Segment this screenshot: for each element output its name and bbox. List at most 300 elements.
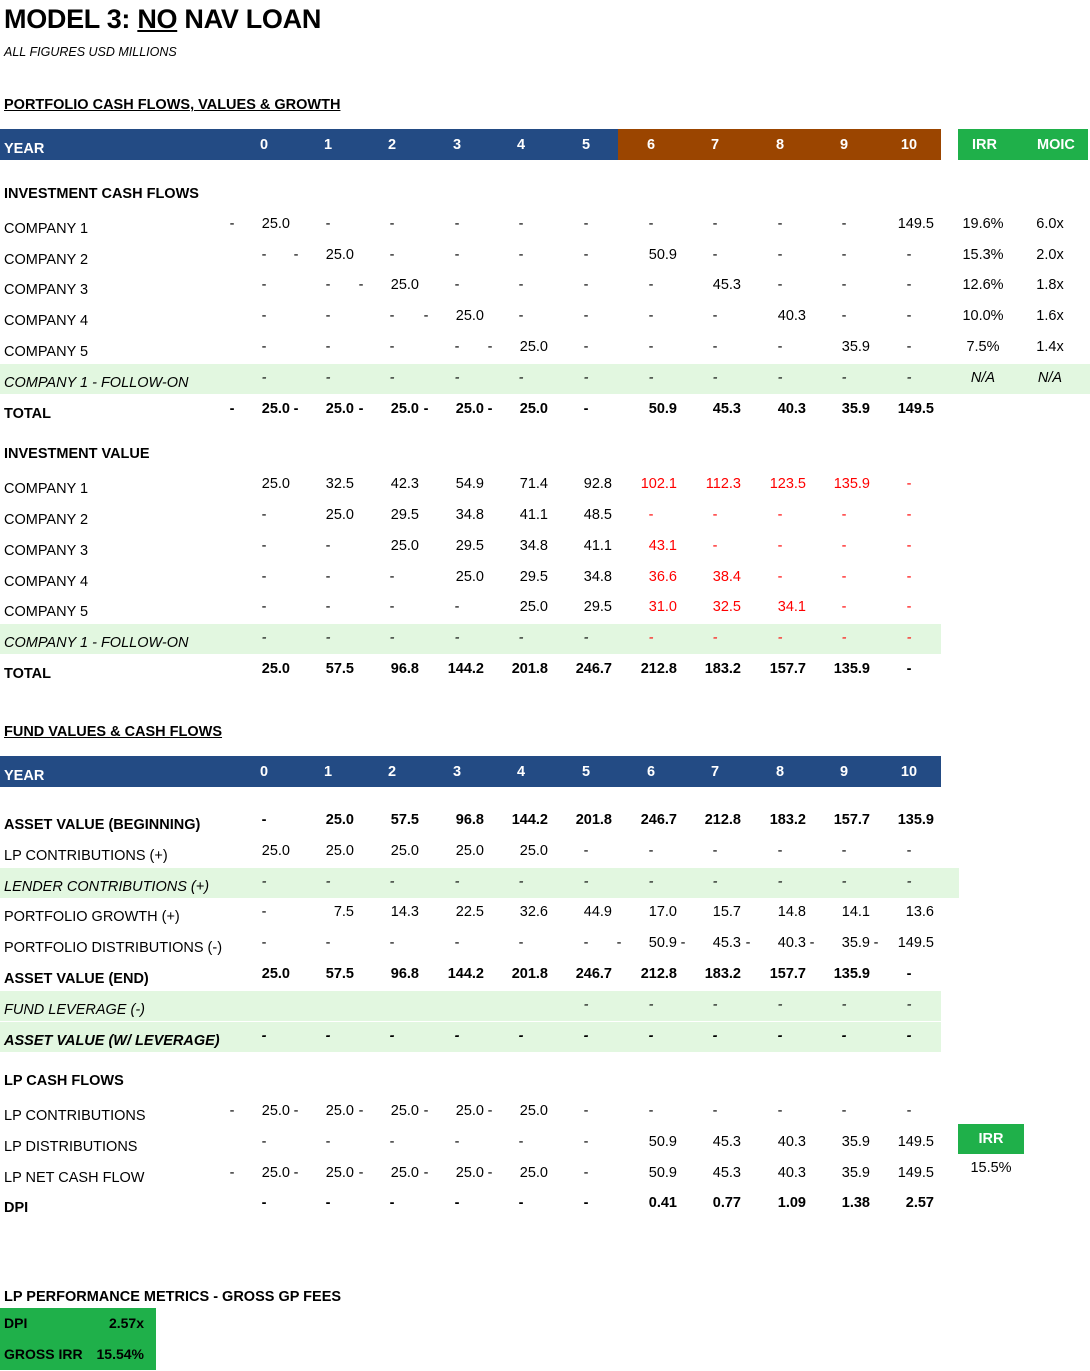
lp-row [0,1189,1090,1219]
cashflow-row [0,302,1090,332]
cell-year-7: 38.4 [712,569,741,585]
cell-year-6: 17.0 [648,904,677,920]
cell-year-6: - [648,1103,654,1119]
cell-year-2: 25.0 [390,401,419,417]
cell-year-8: 40.3 [777,1134,806,1150]
cell-year-9: - [841,874,847,890]
cell-year-7: - [712,247,718,263]
cell-year-6: 43.1 [648,538,677,554]
cell-year-0: - [261,812,267,828]
cell-year-0: - [261,1028,267,1044]
cell-year-7: - [712,308,718,324]
cell-year-4: 32.6 [519,904,548,920]
cell-year-7: - [712,997,718,1013]
fund-row [0,868,1090,898]
cell-year-4: 25.0 [519,1165,548,1181]
cell-year-1: - [325,277,331,293]
cell-year-3: 25.0 [455,308,484,324]
cell-year-10: - [906,997,912,1013]
fund-row [0,960,1090,990]
lp-row [0,1097,1090,1127]
cell-year-4: 71.4 [519,476,548,492]
moic-cell: 1.6x [1036,308,1064,324]
cell-year-10: - [906,966,912,982]
fund-row [0,929,1090,959]
cell-year-2: - [389,339,395,355]
cell-year-1: 57.5 [325,966,354,982]
cell-year-9: - [841,216,847,232]
row-label: COMPANY 3 [4,543,89,559]
cell-year-5: 41.1 [583,538,612,554]
cell-year-1: - [325,1134,331,1150]
cell-year-4: - [518,216,524,232]
cell-year-1: 25.0 [325,401,354,417]
cell-year-2: - [389,308,395,324]
year-1: 1 [323,764,333,780]
year-2: 2 [387,764,397,780]
cell-year-7: - [712,1028,718,1044]
cell-year-9: 35.9 [841,339,870,355]
cell-year-4: - [518,370,524,386]
year-6: 6 [646,764,656,780]
group-heading-cashflows: INVESTMENT CASH FLOWS [4,186,199,202]
cell-year-5: - [583,1165,589,1181]
cell-year-10: 149.5 [897,216,934,232]
cell-year-9: - [841,277,847,293]
cell-year-6: 31.0 [648,599,677,615]
row-label: ASSET VALUE (END) [4,971,149,987]
lp-row [0,1159,1090,1189]
cell-year-6: 50.9 [648,1165,677,1181]
cell-year-10: - [906,507,912,523]
cell-year-3: - [454,216,460,232]
negative-sign: - [745,935,751,951]
cell-year-5: 34.8 [583,569,612,585]
cell-year-8: 183.2 [769,812,806,828]
cell-year-7: - [712,1103,718,1119]
cell-year-3: - [454,339,460,355]
negative-sign: - [293,1103,299,1119]
cell-year-10: 149.5 [897,1134,934,1150]
cell-year-4: - [518,630,524,646]
cell-year-5: - [583,216,589,232]
cell-year-6: 50.9 [648,401,677,417]
cell-year-9: - [841,569,847,585]
page-subtitle: ALL FIGURES USD MILLIONS [4,45,177,59]
cell-year-1: 25.0 [325,247,354,263]
cell-year-2: - [389,247,395,263]
cell-year-2: - [389,874,395,890]
negative-sign: - [358,1165,364,1181]
cell-year-5: - [583,247,589,263]
cell-year-1: - [325,339,331,355]
row-label: COMPANY 1 - FOLLOW-ON [4,635,189,651]
cell-year-5: - [583,1103,589,1119]
cell-year-4: 41.1 [519,507,548,523]
cell-year-6: - [648,874,654,890]
year-1: 1 [323,137,333,153]
cell-year-7: - [712,216,718,232]
cell-year-2: 25.0 [390,1165,419,1181]
cell-year-1: - [325,370,331,386]
cell-year-10: - [906,1103,912,1119]
cell-year-1: - [325,935,331,951]
lp-irr-label-box: IRR [958,1124,1024,1154]
cell-year-6: 0.41 [648,1195,677,1211]
cell-year-7: 183.2 [704,966,741,982]
cell-year-10: 149.5 [897,935,934,951]
header-year-label: YEAR [4,141,45,157]
cell-year-3: 96.8 [455,812,484,828]
cell-year-6: 50.9 [648,247,677,263]
cell-year-5: - [583,339,589,355]
cell-year-4: 29.5 [519,569,548,585]
row-label: LP CONTRIBUTIONS [4,1108,146,1124]
cell-year-10: - [906,247,912,263]
cell-year-6: - [648,308,654,324]
cell-year-3: 54.9 [455,476,484,492]
cell-year-8: - [777,874,783,890]
cashflow-row [0,333,1090,363]
cell-year-10: - [906,630,912,646]
cell-year-8: 40.3 [777,308,806,324]
cell-year-10: 13.6 [905,904,934,920]
cell-year-1: - [325,1028,331,1044]
cell-year-3: - [454,277,460,293]
cell-year-9: - [841,370,847,386]
cell-year-4: - [518,308,524,324]
negative-sign: - [616,935,622,951]
cell-year-2: 42.3 [390,476,419,492]
cell-year-8: 1.09 [777,1195,806,1211]
cell-year-8: - [777,339,783,355]
row-label: COMPANY 1 - FOLLOW-ON [4,375,189,391]
cell-year-1: - [325,569,331,585]
negative-sign: - [293,401,299,417]
cell-year-8: - [777,630,783,646]
cell-year-3: 29.5 [455,538,484,554]
negative-sign: - [358,277,364,293]
value-row [0,593,1090,623]
row-label: DPI [4,1200,29,1216]
year-7: 7 [710,137,720,153]
cell-year-7: 45.3 [712,277,741,293]
value-row [0,563,1090,593]
cell-year-4: 34.8 [519,538,548,554]
cell-year-5: 246.7 [575,661,612,677]
cashflow-total-row [0,395,1090,425]
moic-cell: 6.0x [1036,216,1064,232]
cell-year-8: 40.3 [777,401,806,417]
cell-year-2: 96.8 [390,966,419,982]
row-label: COMPANY 4 [4,574,89,590]
cell-year-0: - [261,507,267,523]
cashflow-row [0,210,1090,240]
cell-year-8: - [777,1028,783,1044]
cell-year-7: 15.7 [712,904,741,920]
lp-row [0,1128,1090,1158]
negative-sign: - [229,216,235,232]
year-4: 4 [516,137,526,153]
cell-year-8: 34.1 [777,599,806,615]
cell-year-3: - [454,1195,460,1211]
cell-year-10: - [906,277,912,293]
cell-year-5: 29.5 [583,599,612,615]
cell-year-1: 32.5 [325,476,354,492]
cell-year-2: 25.0 [390,843,419,859]
cell-year-10: 135.9 [897,812,934,828]
cell-year-3: 34.8 [455,507,484,523]
value-row [0,624,1090,654]
cell-year-7: - [712,370,718,386]
cell-year-9: 135.9 [833,476,870,492]
negative-sign: - [487,401,493,417]
row-label: PORTFOLIO GROWTH (+) [4,909,180,925]
cell-year-10: - [906,661,912,677]
cell-year-7: - [712,874,718,890]
header-year-label: YEAR [4,768,45,784]
row-label: TOTAL [4,406,51,422]
metrics-heading: LP PERFORMANCE METRICS - GROSS GP FEES [4,1289,342,1305]
row-label: COMPANY 5 [4,344,89,360]
cell-year-6: - [648,216,654,232]
cell-year-8: - [777,216,783,232]
cell-year-1: 25.0 [325,1165,354,1181]
cell-year-3: 25.0 [455,401,484,417]
cell-year-10: 149.5 [897,1165,934,1181]
irr-cell: 19.6% [962,216,1004,232]
cashflow-row [0,271,1090,301]
cell-year-1: 7.5 [333,904,354,920]
cell-year-0: - [261,247,267,263]
cell-year-0: - [261,308,267,324]
year-9: 9 [839,137,849,153]
cell-year-7: 45.3 [712,1165,741,1181]
cell-year-8: - [777,843,783,859]
negative-sign: - [423,401,429,417]
cell-year-3: - [454,630,460,646]
cell-year-4: - [518,247,524,263]
cell-year-1: - [325,630,331,646]
cell-year-6: - [648,630,654,646]
row-label: COMPANY 2 [4,252,89,268]
cell-year-2: 14.3 [390,904,419,920]
cell-year-8: - [777,569,783,585]
irr-cell: 10.0% [962,308,1004,324]
irr-cell: N/A [970,370,996,386]
cell-year-1: - [325,1195,331,1211]
cell-year-5: - [583,401,589,417]
cell-year-3: - [454,935,460,951]
cell-year-9: 35.9 [841,1165,870,1181]
negative-sign: - [487,1165,493,1181]
section-heading-portfolio: PORTFOLIO CASH FLOWS, VALUES & GROWTH [4,97,341,113]
cell-year-4: 25.0 [519,843,548,859]
cell-year-5: - [583,630,589,646]
cell-year-4: - [518,1195,524,1211]
cell-year-2: - [389,216,395,232]
page-title: MODEL 3: NO NAV LOAN [4,4,322,34]
value-row [0,532,1090,562]
cell-year-2: 25.0 [390,538,419,554]
cell-year-6: 212.8 [640,966,677,982]
cell-year-0: - [261,1134,267,1150]
year-2: 2 [387,137,397,153]
cell-year-6: 102.1 [640,476,677,492]
moic-cell: 1.8x [1036,277,1064,293]
cell-year-6: - [648,370,654,386]
cell-year-0: - [261,599,267,615]
cell-year-9: - [841,1028,847,1044]
cell-year-1: 25.0 [325,1103,354,1119]
cell-year-1: 57.5 [325,661,354,677]
cell-year-3: - [454,247,460,263]
cell-year-0: 25.0 [261,843,290,859]
cell-year-8: - [777,507,783,523]
fund-row [0,837,1090,867]
cell-year-3: - [454,1134,460,1150]
cell-year-7: 183.2 [704,661,741,677]
negative-sign: - [229,401,235,417]
cell-year-6: - [648,997,654,1013]
negative-sign: - [358,401,364,417]
cell-year-3: 25.0 [455,1103,484,1119]
cell-year-5: - [583,1195,589,1211]
cell-year-0: - [261,630,267,646]
cell-year-6: - [648,339,654,355]
cell-year-7: 45.3 [712,935,741,951]
cell-year-1: - [325,216,331,232]
cell-year-9: - [841,538,847,554]
row-label: COMPANY 2 [4,512,89,528]
cell-year-9: - [841,507,847,523]
cell-year-10: 149.5 [897,401,934,417]
cell-year-5: - [583,874,589,890]
cell-year-7: - [712,630,718,646]
cell-year-7: - [712,843,718,859]
cell-year-7: - [712,507,718,523]
row-label: COMPANY 1 [4,481,89,497]
cell-year-9: 14.1 [841,904,870,920]
cell-year-4: 25.0 [519,599,548,615]
cell-year-8: 123.5 [769,476,806,492]
cell-year-3: 144.2 [447,966,484,982]
cell-year-0: - [261,904,267,920]
cell-year-6: - [648,843,654,859]
cell-year-5: - [583,997,589,1013]
cell-year-5: 44.9 [583,904,612,920]
section-heading-fund: FUND VALUES & CASH FLOWS [4,724,223,740]
cell-year-8: - [777,247,783,263]
metric-irr-label: GROSS IRR [4,1346,83,1362]
cell-year-9: 135.9 [833,661,870,677]
cell-year-7: 0.77 [712,1195,741,1211]
cell-year-8: - [777,370,783,386]
year-header-fund [0,756,941,787]
cell-year-0: 25.0 [261,661,290,677]
row-label: LP DISTRIBUTIONS [4,1139,138,1155]
irr-header: IRR [972,137,997,153]
value-row [0,501,1090,531]
year-10: 10 [900,137,918,153]
irr-cell: 12.6% [962,277,1004,293]
cell-year-10: - [906,569,912,585]
cell-year-9: 35.9 [841,401,870,417]
negative-sign: - [293,1165,299,1181]
row-label: FUND LEVERAGE (-) [4,1002,145,1018]
cell-year-4: - [518,277,524,293]
cell-year-10: - [906,1028,912,1044]
year-8: 8 [775,137,785,153]
year-header-portfolio [0,129,1090,160]
row-label: LP NET CASH FLOW [4,1170,145,1186]
year-10: 10 [900,764,918,780]
year-0: 0 [259,764,269,780]
cell-year-7: 112.3 [705,476,741,492]
group-heading-values: INVESTMENT VALUE [4,446,150,462]
cell-year-0: 25.0 [261,401,290,417]
cell-year-9: - [841,997,847,1013]
irr-cell: 15.3% [962,247,1004,263]
cell-year-1: 25.0 [325,843,354,859]
moic-cell: 1.4x [1036,339,1064,355]
row-label: COMPANY 4 [4,313,89,329]
year-6: 6 [646,137,656,153]
negative-sign: - [229,1165,235,1181]
cell-year-2: - [389,630,395,646]
cell-year-4: - [518,1134,524,1150]
cell-year-2: - [389,569,395,585]
cell-year-10: - [906,308,912,324]
cell-year-8: - [777,277,783,293]
cell-year-0: - [261,569,267,585]
year-4: 4 [516,764,526,780]
row-label: LENDER CONTRIBUTIONS (+) [4,879,210,895]
cell-year-4: - [518,874,524,890]
cell-year-2: - [389,370,395,386]
value-total-row [0,655,1090,685]
cell-year-0: - [261,1195,267,1211]
cell-year-7: 45.3 [712,401,741,417]
cell-year-1: 25.0 [325,507,354,523]
cell-year-8: 40.3 [777,1165,806,1181]
fund-row [0,806,1090,836]
cell-year-10: - [906,843,912,859]
cell-year-0: 25.0 [261,216,290,232]
cell-year-1: 25.0 [325,812,354,828]
cell-year-0: - [261,538,267,554]
negative-sign: - [487,339,493,355]
year-5: 5 [581,137,591,153]
cell-year-6: 246.7 [640,812,677,828]
year-5: 5 [581,764,591,780]
metric-irr-value: 15.54% [96,1346,144,1362]
fund-row [0,1022,1090,1052]
negative-sign: - [680,935,686,951]
cell-year-7: 45.3 [712,1134,741,1150]
cell-year-0: - [261,874,267,890]
cell-year-0: 25.0 [261,1165,290,1181]
cell-year-7: - [712,538,718,554]
metric-dpi-label: DPI [4,1315,28,1331]
cell-year-5: 48.5 [583,507,612,523]
cell-year-9: - [841,630,847,646]
cell-year-2: - [389,935,395,951]
cell-year-7: - [712,339,718,355]
cell-year-4: 25.0 [519,339,548,355]
row-label: COMPANY 3 [4,282,89,298]
cell-year-4: - [518,935,524,951]
